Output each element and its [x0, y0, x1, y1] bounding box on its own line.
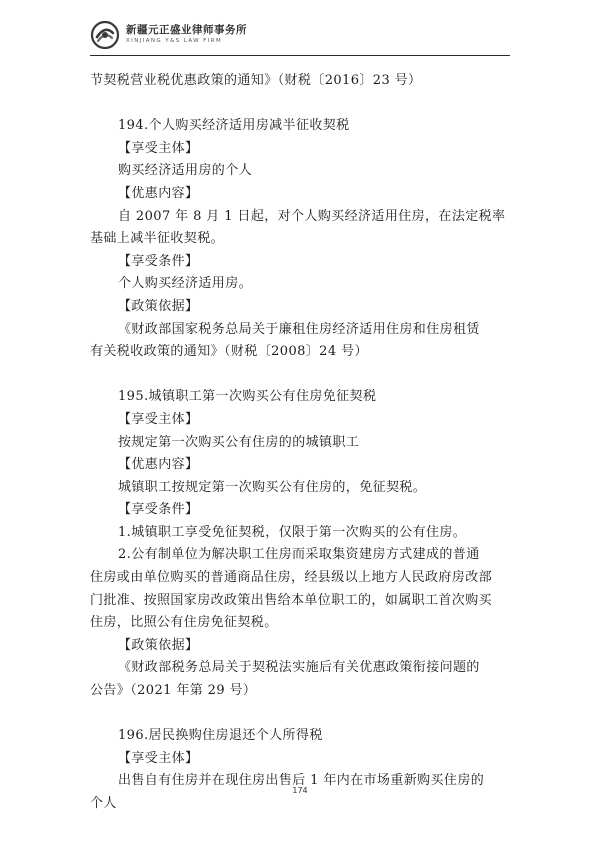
text-line: 购买经济适用房的个人: [118, 163, 253, 179]
text-line: 基础上减半征收契税。: [90, 231, 225, 247]
firm-name-cn: 新疆元正盛业律师事务所: [126, 24, 247, 36]
page-header: [90, 18, 510, 52]
text-line: 2.公有制单位为解决职工住房而采取集资建房方式建成的普通: [118, 547, 480, 563]
blank-line: [90, 93, 520, 116]
text-line: 住房，比照公有住房免征契税。: [90, 615, 278, 631]
header-divider: [90, 55, 510, 56]
text-line: 节契税营业税优惠政策的通知》（财税〔2016〕23 号）: [90, 73, 422, 88]
text-line: 【政策依据】: [118, 637, 199, 653]
text-line: 【优惠内容】: [118, 185, 199, 201]
text-line: 195.城镇职工第一次购买公有住房免征契税: [118, 389, 377, 405]
text-line: 个人购买经济适用房。: [118, 276, 253, 292]
text-line: 【享受条件】: [118, 253, 199, 269]
text-line: 【享受主体】: [118, 750, 199, 766]
blank-line: [90, 703, 520, 726]
text-line: 自 2007 年 8 月 1 日起，对个人购买经济适用住房，在法定税率: [118, 208, 506, 224]
text-line: 【政策依据】: [118, 298, 199, 314]
text-line: 1.城镇职工享受免征契税，仅限于第一次购买的公有住房。: [118, 524, 467, 540]
text-line: 194.个人购买经济适用房减半征收契税: [118, 118, 350, 134]
document-body: [90, 70, 520, 816]
text-line: 个人: [90, 796, 117, 811]
text-line: 【享受主体】: [118, 140, 199, 156]
text-line: 【享受条件】: [118, 502, 199, 518]
text-line: 门批准、按照国家房改政策出售给本单位职工的，如属职工首次购买: [90, 592, 493, 608]
text-line: 【享受主体】: [118, 411, 199, 427]
text-line: 按规定第一次购买公有住房的的城镇职工: [118, 434, 360, 450]
text-line: 《财政部税务总局关于契税法实施后有关优惠政策衔接问题的: [118, 660, 480, 676]
blank-line: [90, 364, 520, 387]
text-line: 【优惠内容】: [118, 457, 199, 473]
text-line: 公告》（2021 年第 29 号）: [90, 683, 257, 699]
text-line: 196.居民换购住房退还个人所得税: [118, 728, 323, 744]
text-line: 住房或由单位购买的普通商品住房，经县级以上地方人民政府房改部: [90, 570, 493, 586]
page-number: 174: [292, 786, 308, 795]
text-line: 出售自有住房并在现住房出售后 1 年内在市场重新购买住房的: [118, 773, 485, 789]
text-line: 《财政部国家税务总局关于廉租住房经济适用住房和住房租赁: [118, 321, 480, 337]
firm-logo-icon: [90, 20, 120, 50]
text-line: 城镇职工按规定第一次购买公有住房的，免征契税。: [118, 479, 427, 495]
firm-name-en: XINJIANG Y&S LAW FIRM: [126, 38, 223, 44]
text-line: 有关税收政策的通知》（财税〔2008〕24 号）: [90, 344, 368, 360]
